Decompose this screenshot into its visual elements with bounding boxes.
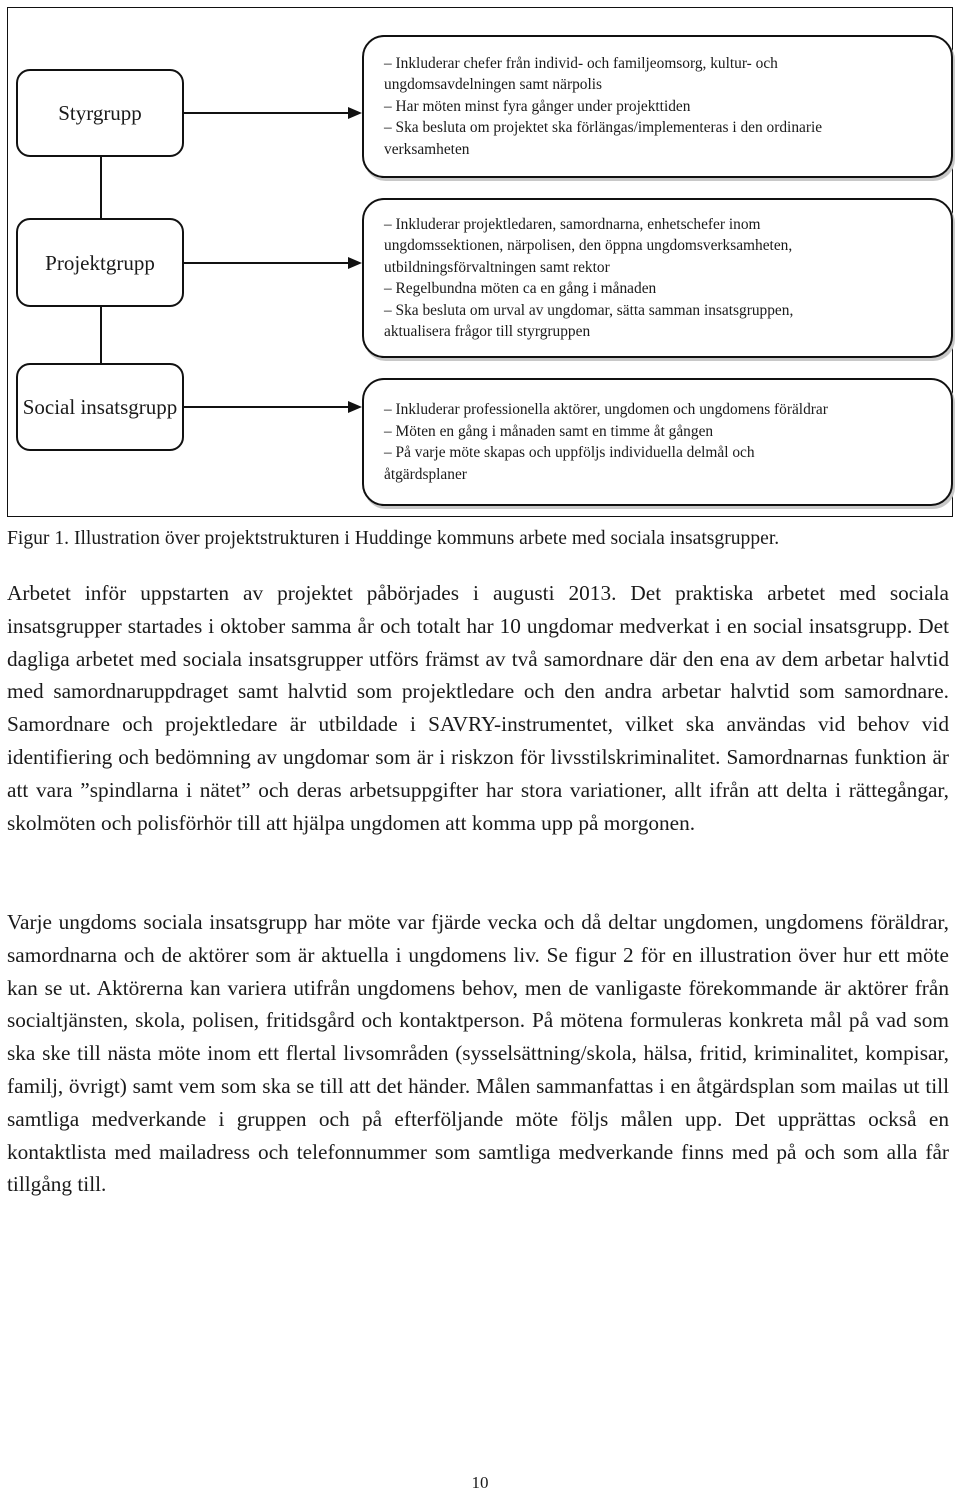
group-label: Social insatsgrupp [22, 395, 178, 419]
group-box-projektgrupp [16, 218, 184, 307]
description-line: ungdomssektionen, närpolisen, den öppna ungdomsverksamheten, [384, 237, 793, 254]
description-line: – Ska besluta om projektet ska förlängas/implementeras i den ordinarie [384, 119, 823, 137]
arrow-right-icon [184, 400, 362, 414]
description-box-projektgrupp [362, 198, 953, 358]
description-line: – Har möten minst fyra gånger under projekttiden [384, 97, 691, 115]
body-paragraph: Varje ungdoms sociala insatsgrupp har möte var fjärde vecka och då deltar ungdomen, ungdomens föräldrar, samordnarna och de aktörer som är aktuella i ungdomens liv. Se figur 2 för en illustration över hur ett möte kan se ut. Aktörerna kan variera utifrån ungdomens behov, men de vanligaste förekommande är aktörer från socialtjänsten, skola, polisen, fritidsgård och kontaktperson. På mötena formuleras konkreta mål på vad som ska ske till nästa möte inom ett flertal livsområden (sysselsättning/skola, hälsa, fritid, kriminalitet, kompisar, familj, övrigt) samt vem som ska se till att det händer. Målen sammanfattas i en åtgärdsplan som mailas ut till samtliga medverkande i gruppen och på efterföljande möte följs målen upp. Det upprättas också en kontaktlista med mailadress och telefonnummer som samtliga medverkande finns med på och som alla får tillgång till. [7, 910, 949, 1197]
description-line: verksamheten [384, 140, 470, 158]
arrow-right-icon [184, 106, 362, 120]
connector-line [100, 307, 102, 363]
description-line: – Ska besluta om urval av ungdomar, sätta samman insatsgruppen, [384, 301, 794, 319]
description-line: – Möten en gång i månaden samt en timme åt gången [384, 422, 714, 440]
description-line: – Regelbundna möten ca en gång i månaden [384, 280, 657, 297]
description-line: utbildningsförvaltningen samt rektor [384, 258, 610, 276]
body-paragraph: Arbetet inför uppstarten av projektet påbörjades i augusti 2013. Det praktiska arbetet med sociala insatsgrupper startades i oktober samma år och totalt har 10 ungdomar medverkat i en social insatsgrupp. Det dagliga arbetet med sociala insatsgrupper utförs främst av två samordnare där den ena av dem arbetar halvtid med samordnaruppdraget samt halvtid som projektledare och den andra arbetar halvtid som samordnare. Samordnare och projektledare är utbildade i SAVRY-instrumentet, vilket ska användas vid behov vid identifiering och bedömning av ungdomar som är i riskzon för livsstilskriminalitet. Samordnarnas funktion är att vara ”spindlarna i nätet” och deras arbetsuppgifter har stora variationer, allt ifrån att delta i rättegångar, skolmöten och polisförhör till att hjälpa ungdomen att komma upp på morgonen. [7, 581, 949, 835]
description-line: aktualisera frågor till styrgruppen [384, 323, 591, 340]
figure-caption: Figur 1. Illustration över projektstrukturen i Huddinge kommuns arbete med sociala insatsgrupper. [7, 528, 780, 549]
group-label: Styrgrupp [58, 101, 142, 125]
description-box-styrgrupp [362, 35, 953, 178]
arrow-right-icon [184, 256, 362, 270]
description-line: – Inkluderar chefer från individ- och familjeomsorg, kultur- och [384, 54, 778, 72]
description-line: – På varje möte skapas och uppföljs individuella delmål och [384, 444, 755, 461]
description-line: ungdomsavdelningen samt närpolis [384, 76, 603, 94]
group-box-styrgrupp [16, 69, 184, 157]
figure-frame [7, 7, 953, 517]
group-box-social-insatsgrupp [16, 363, 184, 451]
page-number: 10 [471, 1473, 489, 1492]
connector-line [100, 157, 102, 218]
description-line: åtgärdsplaner [384, 465, 467, 483]
description-line: – Inkluderar professionella aktörer, ungdomen och ungdomens föräldrar [384, 401, 828, 418]
description-line: – Inkluderar projektledaren, samordnarna, enhetschefer inom [384, 215, 761, 233]
description-box-social-insatsgrupp [362, 378, 953, 506]
group-label: Projektgrupp [45, 250, 155, 275]
